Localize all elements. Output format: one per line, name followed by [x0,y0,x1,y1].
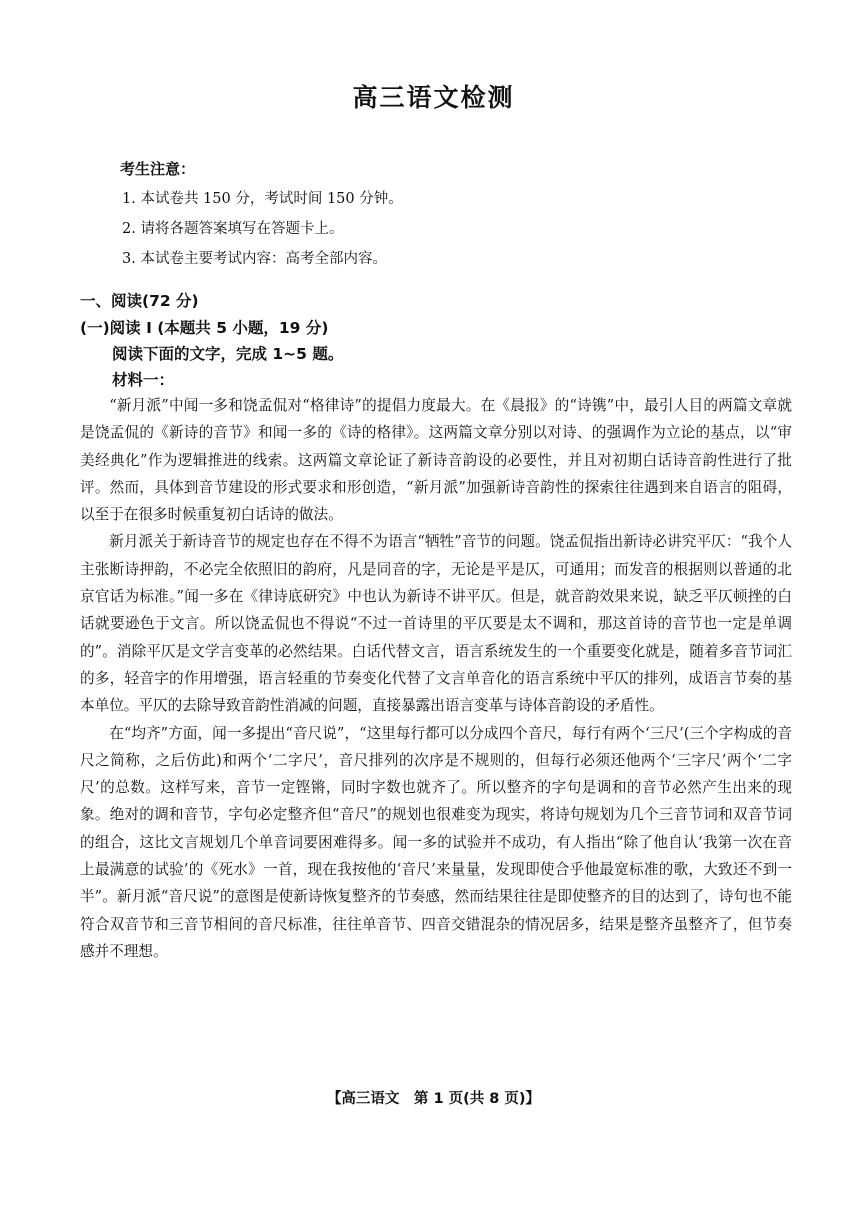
notice-heading: 考生注意： [120,160,196,178]
notice-item: 2. 请将各题答案填写在答题卡上。 [122,221,344,237]
notice-item: 1. 本试卷共 150 分，考试时间 150 分钟。 [122,191,403,207]
reading-passage [80,392,792,965]
section-heading-part-one: 一、阅读(72 分) [80,292,199,310]
notice-item: 3. 本试卷主要考试内容：高考全部内容。 [122,251,387,267]
candidate-notice [122,154,403,274]
passage-paragraph: 新月派关于新诗音节的规定也存在不得不为语言“牺牲”音节的问题。饶孟侃指出新诗必讲究平仄：“我个人主张断诗押韵，不必完全依照旧的韵府，凡是同音的字，无论是平是仄，可通用；而发音的根据则以普通的北京官话为标准。”闻一多在《律诗底研究》中也认为新诗不讲平仄。但是，就音韵效果来说，缺乏平仄顿挫的白话就要逊色于文言。所以饶孟侃也不得说“不过一首诗里的平仄要是太不调和，那这首诗的音节也一定是单调的”。消除平仄是文学言变革的必然结果。白话代替文言，语言系统发生的一个重要变化就是，随着多音节词汇的多，轻音字的作用增强，语言轻重的节奏变化代替了文言单音化的语言系统中平仄的排列，成语言节奏的基本单位。平仄的去除导致音韵性消减的问题，直接暴露出语言变革与诗体音韵设的矛盾性。 [80,533,792,715]
passage-paragraph: “新月派”中闻一多和饶孟侃对“格律诗”的提倡力度最大。在《晨报》的“诗镌”中，最引人目的两篇文章就是饶孟侃的《新诗的音节》和闻一多的《诗的格律》。这两篇文章分别以对诗、的强调作为立论的基点，以“审美经典化”作为逻辑推进的线索。这两篇文章论证了新诗音韵设的必要性，并且对初期白话诗音韵性进行了批评。然而，具体到音节建设的形式要求和形创造，“新月派”加强新诗音韵性的探索往往遇到来自语言的阻碍，以至于在很多时候重复初白话诗的做法。 [80,397,792,524]
reading-instruction: 阅读下面的文字，完成 1~5 题。 [112,345,344,363]
page-footer: 【高三语文 第 1 页(共 8 页)】 [326,1091,541,1107]
page-title: 高三语文检测 [352,83,515,112]
section-heading-reading-one: (一)阅读 I (本题共 5 小题，19 分) [80,319,329,337]
passage-paragraph: 在“均齐”方面，闻一多提出“音尺说”，“这里每行都可以分成四个音尺，每行有两个‘三尺’(三个字构成的音尺之简称，之后仿此)和两个‘二字尺’，音尺排列的次序是不规则的，但每行必须还他两个‘三字尺’两个‘二字尺’的总数。这样写来，音节一定铿锵，同时字数也就齐了。所以整齐的字句是调和的音节必然产生出来的现象。绝对的调和音节，字句必定整齐但“音尺”的规划也很难变为现实，将诗句规划为几个三音节词和双音节词的组合，这比文言规划几个单音词要困难得多。闻一多的试验并不成功，有人指出“除了他自认‘我第一次在音上最满意的试验’的《死水》一首，现在我按他的‘音尺’来量量，发现即使合乎他最宽标准的歌，大致还不到一半”。新月派“音尺说”的意图是使新诗恢复整齐的节奏感，然而结果往往是即使整齐的目的达到了，诗句也不能符合双音节和三音节相间的音尺标准，往往单音节、四音交错混杂的情况居多，结果是整齐虽整齐了，但节奏感并不理想。 [80,724,792,960]
material-label: 材料一： [112,371,175,389]
